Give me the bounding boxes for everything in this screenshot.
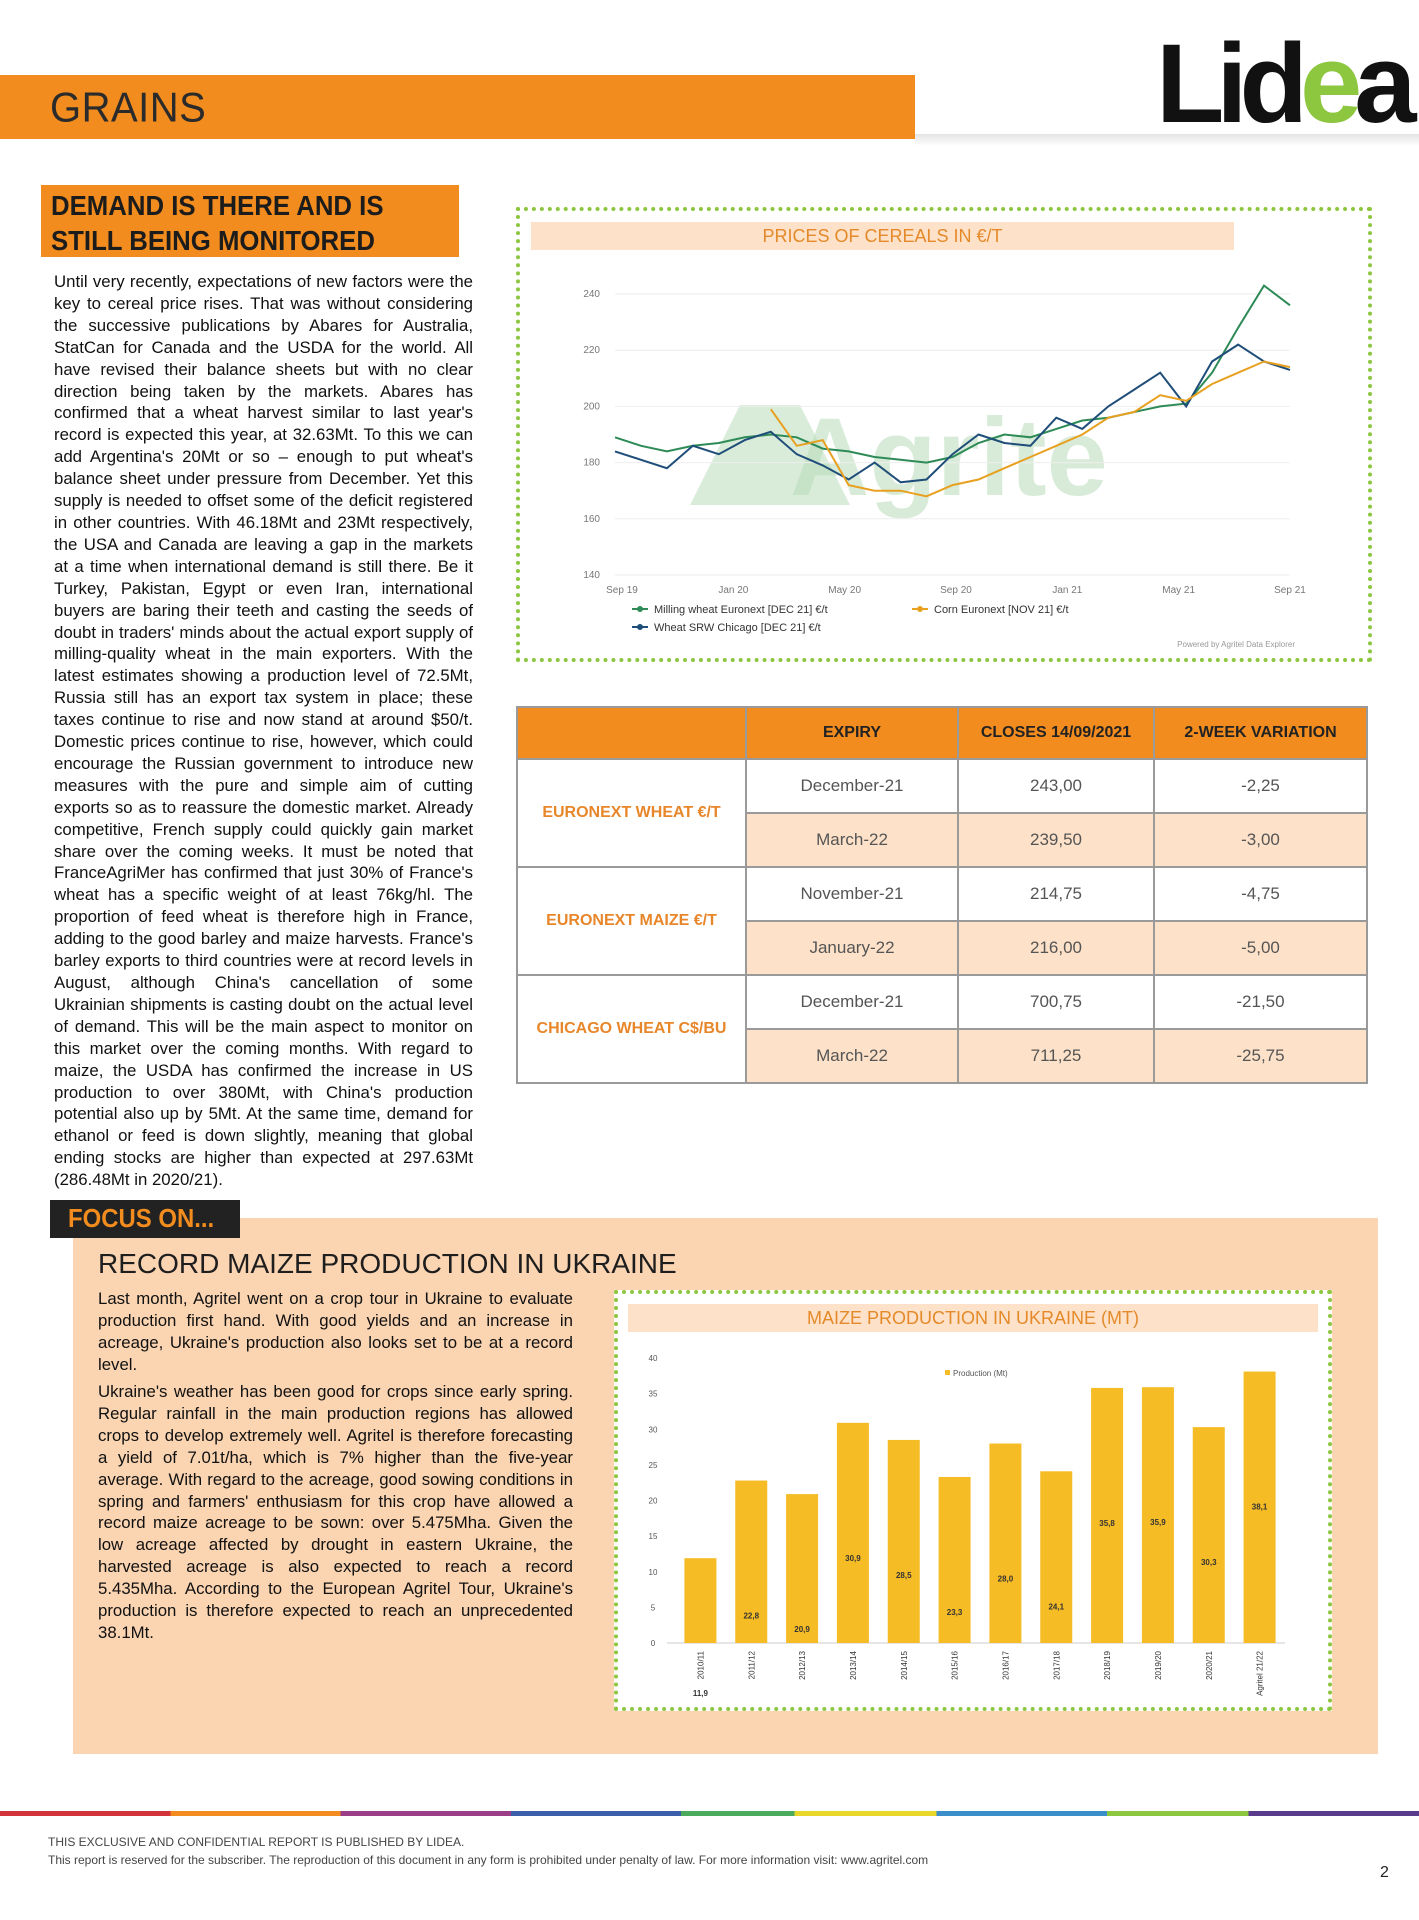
x-tick-label: 2019/20 [1153,1651,1163,1680]
x-tick-label: May 20 [828,585,862,596]
data-label: 38,1 [1251,1502,1268,1512]
table-cell-close: 700,75 [958,975,1154,1029]
x-tick-label: 2015/16 [950,1651,960,1680]
table-cell-variation: -4,75 [1154,867,1367,921]
table-header-close: CLOSES 14/09/2021 [958,707,1154,759]
y-tick-label: 220 [583,345,600,357]
y-tick-label: 35 [648,1389,658,1399]
watermark-text: Agrite [790,396,1108,519]
data-label: 35,8 [1099,1518,1115,1528]
y-tick-label: 180 [583,457,600,469]
bar [1142,1387,1174,1643]
table-row [517,759,1367,813]
table-row [517,975,1367,1029]
footer-disclaimer: This report is reserved for the subscriber. The reproduction of this document in any form is prohibited under penalty of law. For more information visit: www.agritel.com [48,1853,929,1867]
footer-publisher: THIS EXCLUSIVE AND CONFIDENTIAL REPORT IS PUBLISHED BY LIDEA. [48,1835,465,1849]
x-tick-label: 2011/12 [747,1651,757,1680]
x-tick-label: 2017/18 [1052,1651,1062,1680]
y-tick-label: 160 [583,513,600,525]
data-label: 35,9 [1150,1518,1166,1528]
y-tick-label: 30 [648,1425,658,1435]
bar [1091,1388,1123,1643]
y-tick-label: 10 [648,1567,658,1577]
legend-label: Production (Mt) [953,1369,1008,1378]
table-cell-expiry: December-21 [746,975,958,1029]
x-tick-label: Jan 20 [718,585,749,596]
legend-marker [637,624,643,630]
x-tick-label: Jan 21 [1052,585,1083,596]
table-cell-close: 214,75 [958,867,1154,921]
focus-paragraph: Ukraine's weather has been good for crops since early spring. Regular rainfall in the main production regions has allowed crops to develop extremely well. Agritel is therefore forecasting a yield of 7.01t/ha, which is 7% higher than the five-year average. With regard to the acreage, good sowing conditions in spring and farmers' enthusiasm for this crop have allowed a record maize acreage to be sown: over 5.475Mha. Given the low acreage affected by drought in eastern Ukraine, the harvested acreage is also expected to reach a record 5.435Mha. According to the European Agritel Tour, Ukraine's production is therefore expected to reach an unprecedented 38.1Mt. [98,1382,573,1642]
y-tick-label: 5 [650,1603,656,1613]
legend-marker [637,606,643,612]
article-title: DEMAND IS THERE AND IS STILL BEING MONITORED [51,190,384,256]
table-cell-variation: -3,00 [1154,813,1367,867]
powered-by-label: Powered by Agritel Data Explorer [1177,640,1295,649]
table-cell-variation: -2,25 [1154,759,1367,813]
data-label: 28,5 [895,1570,912,1580]
y-tick-label: 20 [648,1496,658,1506]
table-header-row [517,707,1367,759]
x-tick-label: 2012/13 [798,1651,808,1680]
table-cell-variation: -5,00 [1154,921,1367,975]
x-tick-label: Sep 19 [606,585,638,596]
table-header-blank [517,707,746,759]
focus-title: RECORD MAIZE PRODUCTION IN UKRAINE [98,1248,677,1279]
bar [989,1444,1021,1644]
bar [786,1494,818,1643]
bar [888,1440,920,1643]
table-header-expiry: EXPIRY [746,707,958,759]
bar [1040,1471,1072,1643]
bar [684,1558,716,1643]
maize-chart [640,1348,1320,1699]
x-tick-label: 2014/15 [899,1651,909,1680]
maize-chart-bars [684,1372,1275,1699]
price-chart-title: PRICES OF CEREALS IN €/T [762,226,1003,246]
y-tick-label: 140 [583,570,600,581]
data-label: 22,8 [743,1611,760,1621]
legend-label: Milling wheat Euronext [DEC 21] €/t [654,604,828,616]
data-label: 24,1 [1048,1602,1065,1612]
legend-label: Wheat SRW Chicago [DEC 21] €/t [654,622,821,634]
y-tick-label: 240 [583,289,600,301]
focus-paragraph: Last month, Agritel went on a crop tour in Ukraine to evaluate production first hand. With good yields and an increase in acreage, Ukraine's production also looks set to be at a record level. [98,1289,573,1374]
table-cell-expiry: January-22 [746,921,958,975]
table-group-label: EURONEXT MAIZE €/T [517,867,746,975]
data-label: 20,9 [794,1625,810,1635]
maize-chart-title: MAIZE PRODUCTION IN UKRAINE (MT) [807,1308,1139,1328]
x-tick-label: Sep 20 [940,585,972,596]
x-tick-label: 2018/19 [1103,1651,1113,1680]
y-tick-label: 200 [583,401,600,413]
legend-label: Corn Euronext [NOV 21] €/t [934,604,1069,616]
page-number: 2 [1380,1864,1389,1881]
price-chart-watermark [690,396,1108,519]
article-body: Until very recently, expectations of new factors were the key to cereal price rises. That was without considering the successive publications by Abares for Australia, StatCan for Canada and the USDA for the world. All have revised their balance sheets but with no clear direction being taken by the markets. Abares has confirmed that a wheat harvest similar to last year's record is expected this year, at 32.63Mt. To this we can add Argentina's 20Mt or so – enough to put wheat's balance sheet under pressure from December. Yet this supply is needed to offset some of the deficit registered in other countries. With 46.18Mt and 23Mt respectively, the USA and Canada are leaving a gap in the markets at a time when international demand is still there. Be it Turkey, Pakistan, Egypt or even Iran, international buyers are baring their teeth and casting the seeds of doubt in traders' minds about the actual export supply of milling-quality wheat in the main exporters. With the latest estimates showing a production level of 72.5Mt, Russia still has an export tax system in place; these taxes continue to rise and now stand at around $50/t. Domestic prices continue to rise, however, which could encourage the Russian government to introduce new measures with the pure and simple aim of cutting exports so as to reassure the domestic market. Already competitive, French supply could quickly gain market share over the coming weeks. It must be noted that FranceAgriMer has confirmed that just 30% of France's wheat has a specific weight of at least 76kg/hl. The proportion of feed wheat is therefore high in France, adding to the good barley and maize harvests. France's barley exports to third countries were at record levels in August, although China's cancellation of some Ukrainian shipments is casting doubt on the actual level of demand. This will be the main aspect to monitor on this market over the coming months. With regard to maize, the USDA has confirmed the increase in US production to over 380Mt, with China's production potential also up by 5Mt. At the same time, demand for ethanol or feed is down slightly, meaning that global ending stocks are higher than expected at 297.63Mt (286.48Mt in 2020/21). [54,272,473,1190]
x-tick-label: Sep 21 [1274,585,1306,596]
table-cell-expiry: November-21 [746,867,958,921]
data-label: 11,9 [692,1689,708,1699]
table-cell-variation: -25,75 [1154,1029,1367,1083]
data-label: 23,3 [946,1607,963,1617]
legend-marker [917,606,923,612]
x-tick-label: 2010/11 [696,1651,706,1680]
data-label: 28,0 [997,1574,1014,1584]
table-cell-close: 711,25 [958,1029,1154,1083]
x-tick-label: May 21 [1162,585,1196,596]
x-tick-label: 2016/17 [1001,1651,1011,1680]
x-tick-label: Agritel 21/22 [1255,1651,1265,1696]
x-tick-label: 2013/14 [848,1651,858,1680]
bar [939,1477,971,1643]
quotes-table [516,706,1368,1084]
table-cell-close: 239,50 [958,813,1154,867]
table-cell-variation: -21,50 [1154,975,1367,1029]
bar [837,1423,869,1643]
y-tick-label: 40 [648,1354,658,1363]
table-cell-expiry: March-22 [746,813,958,867]
footer-color-line [0,1811,1419,1816]
legend-swatch [945,1370,950,1375]
table-cell-close: 243,00 [958,759,1154,813]
table-cell-close: 216,00 [958,921,1154,975]
table-group-label: EURONEXT WHEAT €/T [517,759,746,867]
table-row [517,867,1367,921]
lidea-logo: Lidea [1156,21,1409,146]
table-cell-expiry: December-21 [746,759,958,813]
data-label: 30,9 [845,1553,861,1563]
y-tick-label: 15 [648,1532,658,1542]
bar [1193,1427,1225,1643]
price-chart-legend [632,604,1069,634]
table-header-variation: 2-WEEK VARIATION [1154,707,1367,759]
data-label: 30,3 [1200,1558,1217,1568]
section-title: GRAINS [50,84,207,132]
y-tick-label: 0 [650,1639,656,1648]
focus-tag-label: FOCUS ON... [68,1203,215,1233]
table-group-label: CHICAGO WHEAT C$/BU [517,975,746,1083]
y-tick-label: 25 [648,1460,658,1470]
table-cell-expiry: March-22 [746,1029,958,1083]
price-chart [540,255,1340,655]
x-tick-label: 2020/21 [1204,1651,1214,1680]
